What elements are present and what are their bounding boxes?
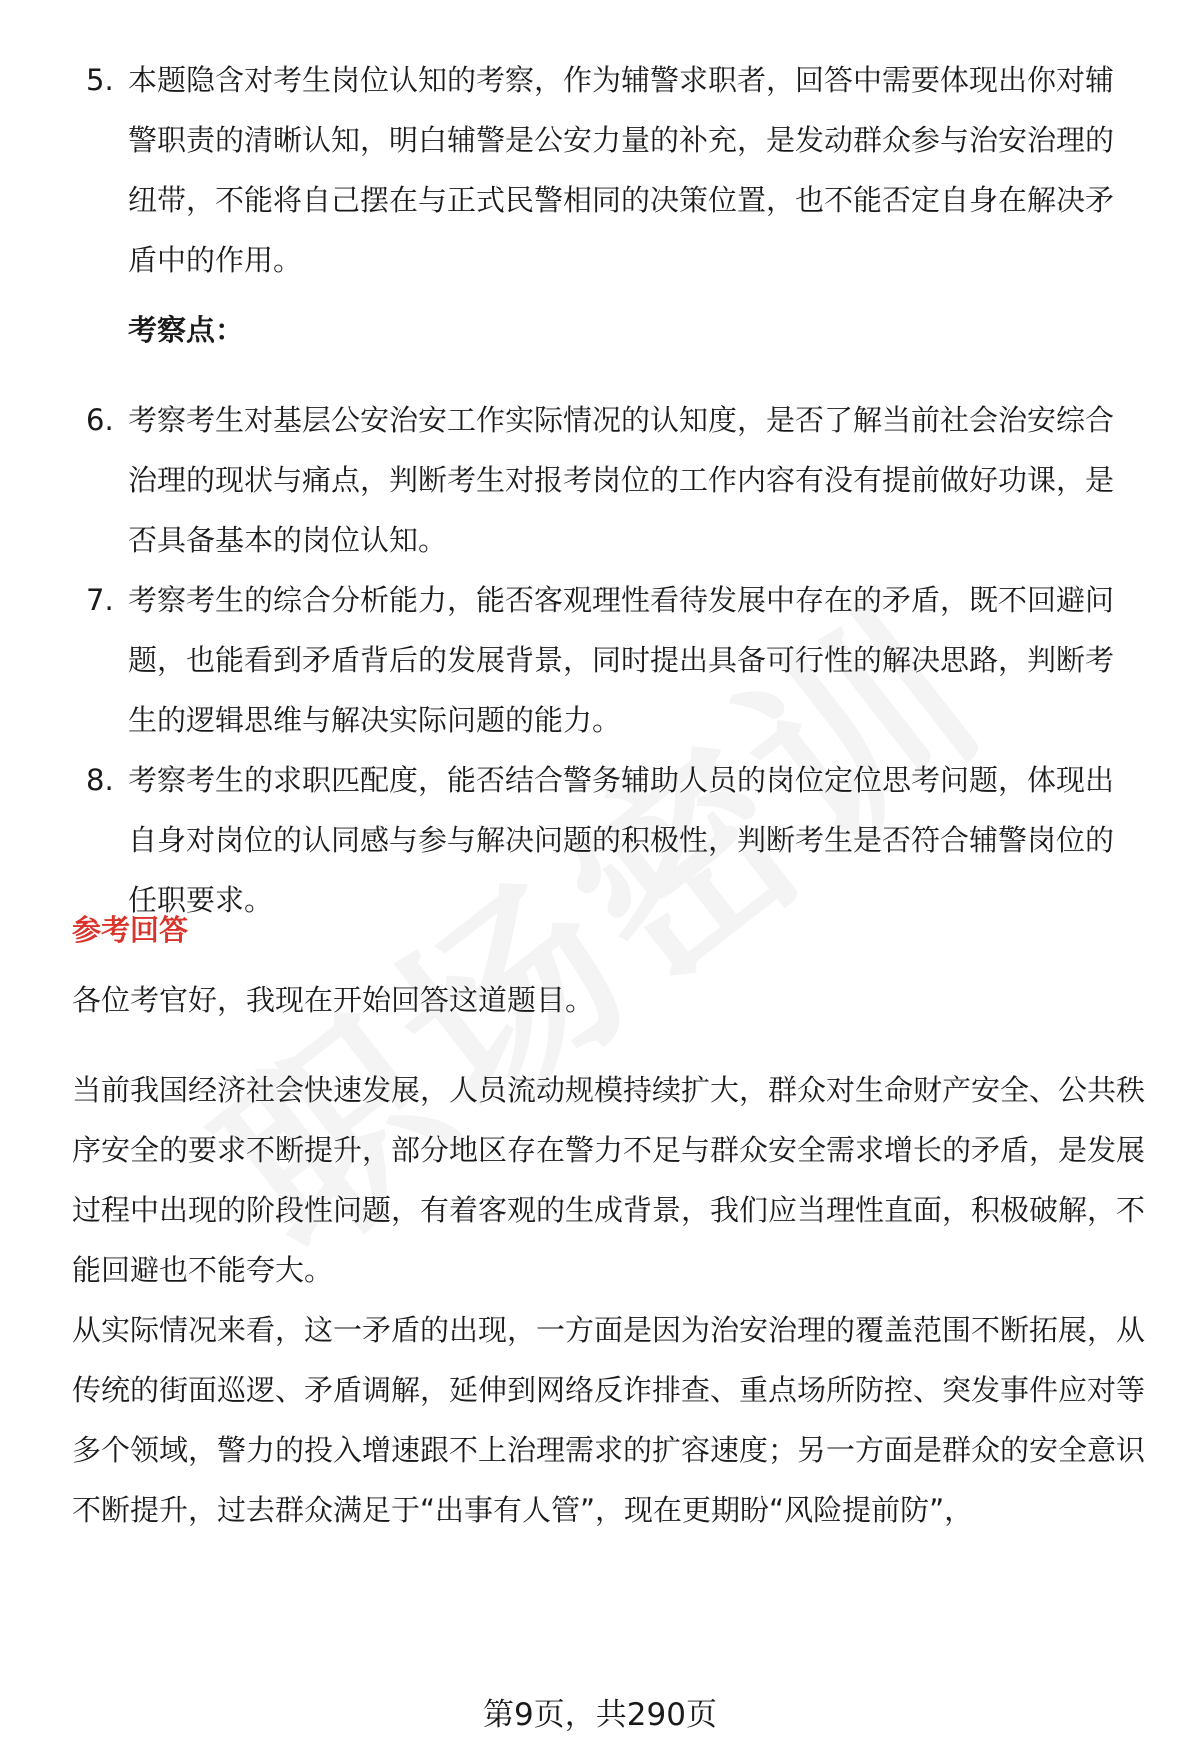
section-heading-points: 考察点： — [128, 313, 245, 347]
list-points — [72, 390, 1142, 930]
list-item — [72, 750, 1142, 930]
list-item-number: 8. — [86, 763, 114, 797]
list-item — [72, 570, 1142, 750]
answer-title: 参考回答 — [72, 913, 189, 947]
list-item-text: 考察考生的求职匹配度，能否结合警务辅助人员的岗位定位思考问题，体现出自身对岗位的认同感与参与解决问题的积极性，判断考生是否符合辅警岗位的任职要求。 — [128, 763, 1115, 917]
list-item — [72, 390, 1142, 570]
list-item-number: 5. — [86, 63, 114, 97]
list-item-text: 考察考生的综合分析能力，能否客观理性看待发展中存在的矛盾，既不回避问题，也能看到矛盾背后的发展背景，同时提出具备可行性的解决思路，判断考生的逻辑思维与解决实际问题的能力。 — [128, 583, 1115, 737]
list-item-number: 7. — [86, 583, 114, 617]
list-intro — [72, 50, 1142, 290]
list-item-text: 考察考生对基层公安治安工作实际情况的认知度，是否了解当前社会治安综合治理的现状与痛点，判断考生对报考岗位的工作内容有没有提前做好功课，是否具备基本的岗位认知。 — [128, 403, 1115, 557]
list-item-text: 本题隐含对考生岗位认知的考察，作为辅警求职者，回答中需要体现出你对辅警职责的清晰认知，明白辅警是公安力量的补充，是发动群众参与治安治理的纽带，不能将自己摆在与正式民警相同的决策位置，也不能否定自身在解决矛盾中的作用。 — [128, 63, 1115, 277]
answer-paragraph: 当前我国经济社会快速发展，人员流动规模持续扩大，群众对生命财产安全、公共秩序安全的要求不断提升，部分地区存在警力不足与群众安全需求增长的矛盾，是发展过程中出现的阶段性问题，有着客观的生成背景，我们应当理性直面，积极破解，不能回避也不能夸大。 — [72, 1073, 1146, 1287]
list-item — [72, 50, 1142, 290]
list-item-number: 6. — [86, 403, 114, 437]
answer-paragraph: 从实际情况来看，这一矛盾的出现，一方面是因为治安治理的覆盖范围不断拓展，从传统的街面巡逻、矛盾调解，延伸到网络反诈排查、重点场所防控、突发事件应对等多个领域，警力的投入增速跟不上治理需求的扩容速度；另一方面是群众的安全意识不断提升，过去群众满足于“出事有人管”，现在更期盼“风险提前防”， — [72, 1313, 1146, 1527]
page-footer: 第9页，共290页 — [483, 1697, 717, 1733]
answer-paragraph: 各位考官好，我现在开始回答这道题目。 — [72, 983, 595, 1017]
